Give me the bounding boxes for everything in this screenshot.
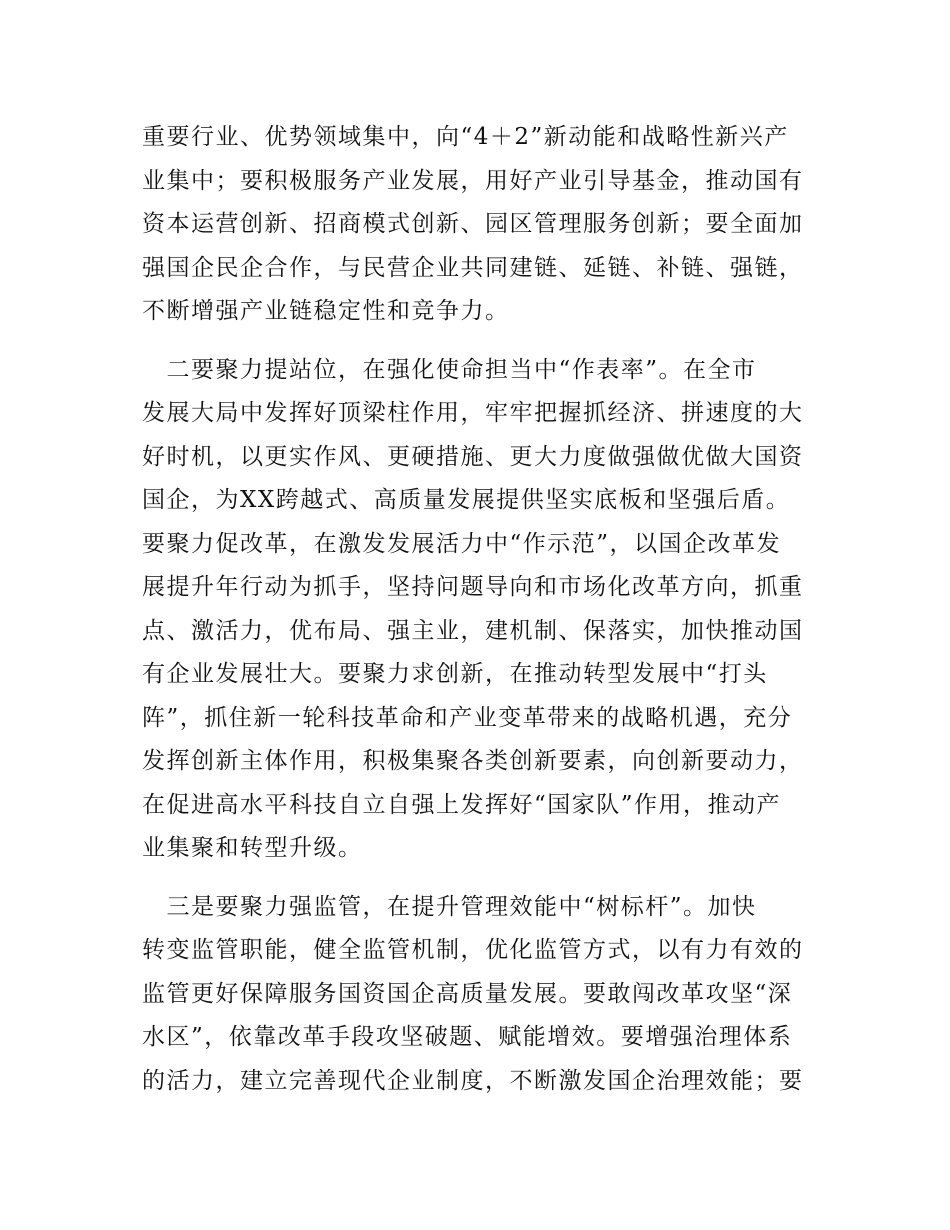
text-line: 重要行业、优势领域集中，向“4＋2”新动能和战略性新兴产 (142, 124, 789, 150)
paragraph-1 (142, 116, 810, 334)
text-line: 转变监管职能，健全监管机制，优化监管方式，以有力有效的 (142, 937, 804, 963)
text-line: 资本运营创新、招商模式创新、园区管理服务创新；要全面加 (142, 211, 804, 237)
text-line: 不断增强产业链稳定性和竞争力。 (142, 298, 510, 324)
text-line: 业集中；要积极服务产业发展，用好产业引导基金，推动国有 (142, 167, 804, 194)
text-line: 水区”，依靠改革手段攻坚破题、赋能增效。要增强治理体系 (142, 1024, 793, 1050)
text-line: 好时机，以更实作风、更硬措施、更大力度做强做优做大国资 (142, 443, 804, 470)
document-body (142, 116, 810, 1118)
text-line: 点、激活力，优布局、强主业，建机制、保落实，加快推动国 (142, 617, 804, 644)
text-line: 阵”，抓住新一轮科技革命和产业变革带来的战略机遇，充分 (142, 704, 793, 731)
text-line: 有企业发展壮大。要聚力求创新，在推动转型发展中“打头 (142, 661, 768, 687)
text-line: 发展大局中发挥好顶梁柱作用，牢牢把握抓经济、拼速度的大 (142, 400, 804, 426)
paragraph-2 (142, 349, 810, 871)
text-line: 要聚力促改革，在激发发展活力中“作示范”，以国企改革发 (142, 530, 782, 557)
text-line: 的活力，建立完善现代企业制度，不断激发国企治理效能；要 (142, 1067, 804, 1094)
text-line: 监管更好保障服务国资国企高质量发展。要敢闯改革攻坚“深 (142, 980, 793, 1007)
text-line: 国企，为XX跨越式、高质量发展提供坚实底板和坚强后盾。 (142, 487, 791, 513)
text-line: 发挥创新主体作用，积极集聚各类创新要素，向创新要动力， (142, 748, 804, 774)
text-line: 在促进高水平科技自立自强上发挥好“国家队”作用，推动产 (142, 791, 782, 818)
text-line: 展提升年行动为抓手，坚持问题导向和市场化改革方向，抓重 (142, 574, 804, 600)
text-line: 二要聚力提站位，在强化使命担当中“作表率”。在全市 (142, 356, 757, 383)
text-line: 强国企民企合作，与民营企业共同建链、延链、补链、强链， (142, 254, 804, 281)
paragraph-3 (142, 886, 810, 1104)
text-line: 业集聚和转型升级。 (142, 835, 363, 861)
text-line: 三是要聚力强监管，在提升管理效能中“树标杆”。加快 (142, 893, 757, 920)
